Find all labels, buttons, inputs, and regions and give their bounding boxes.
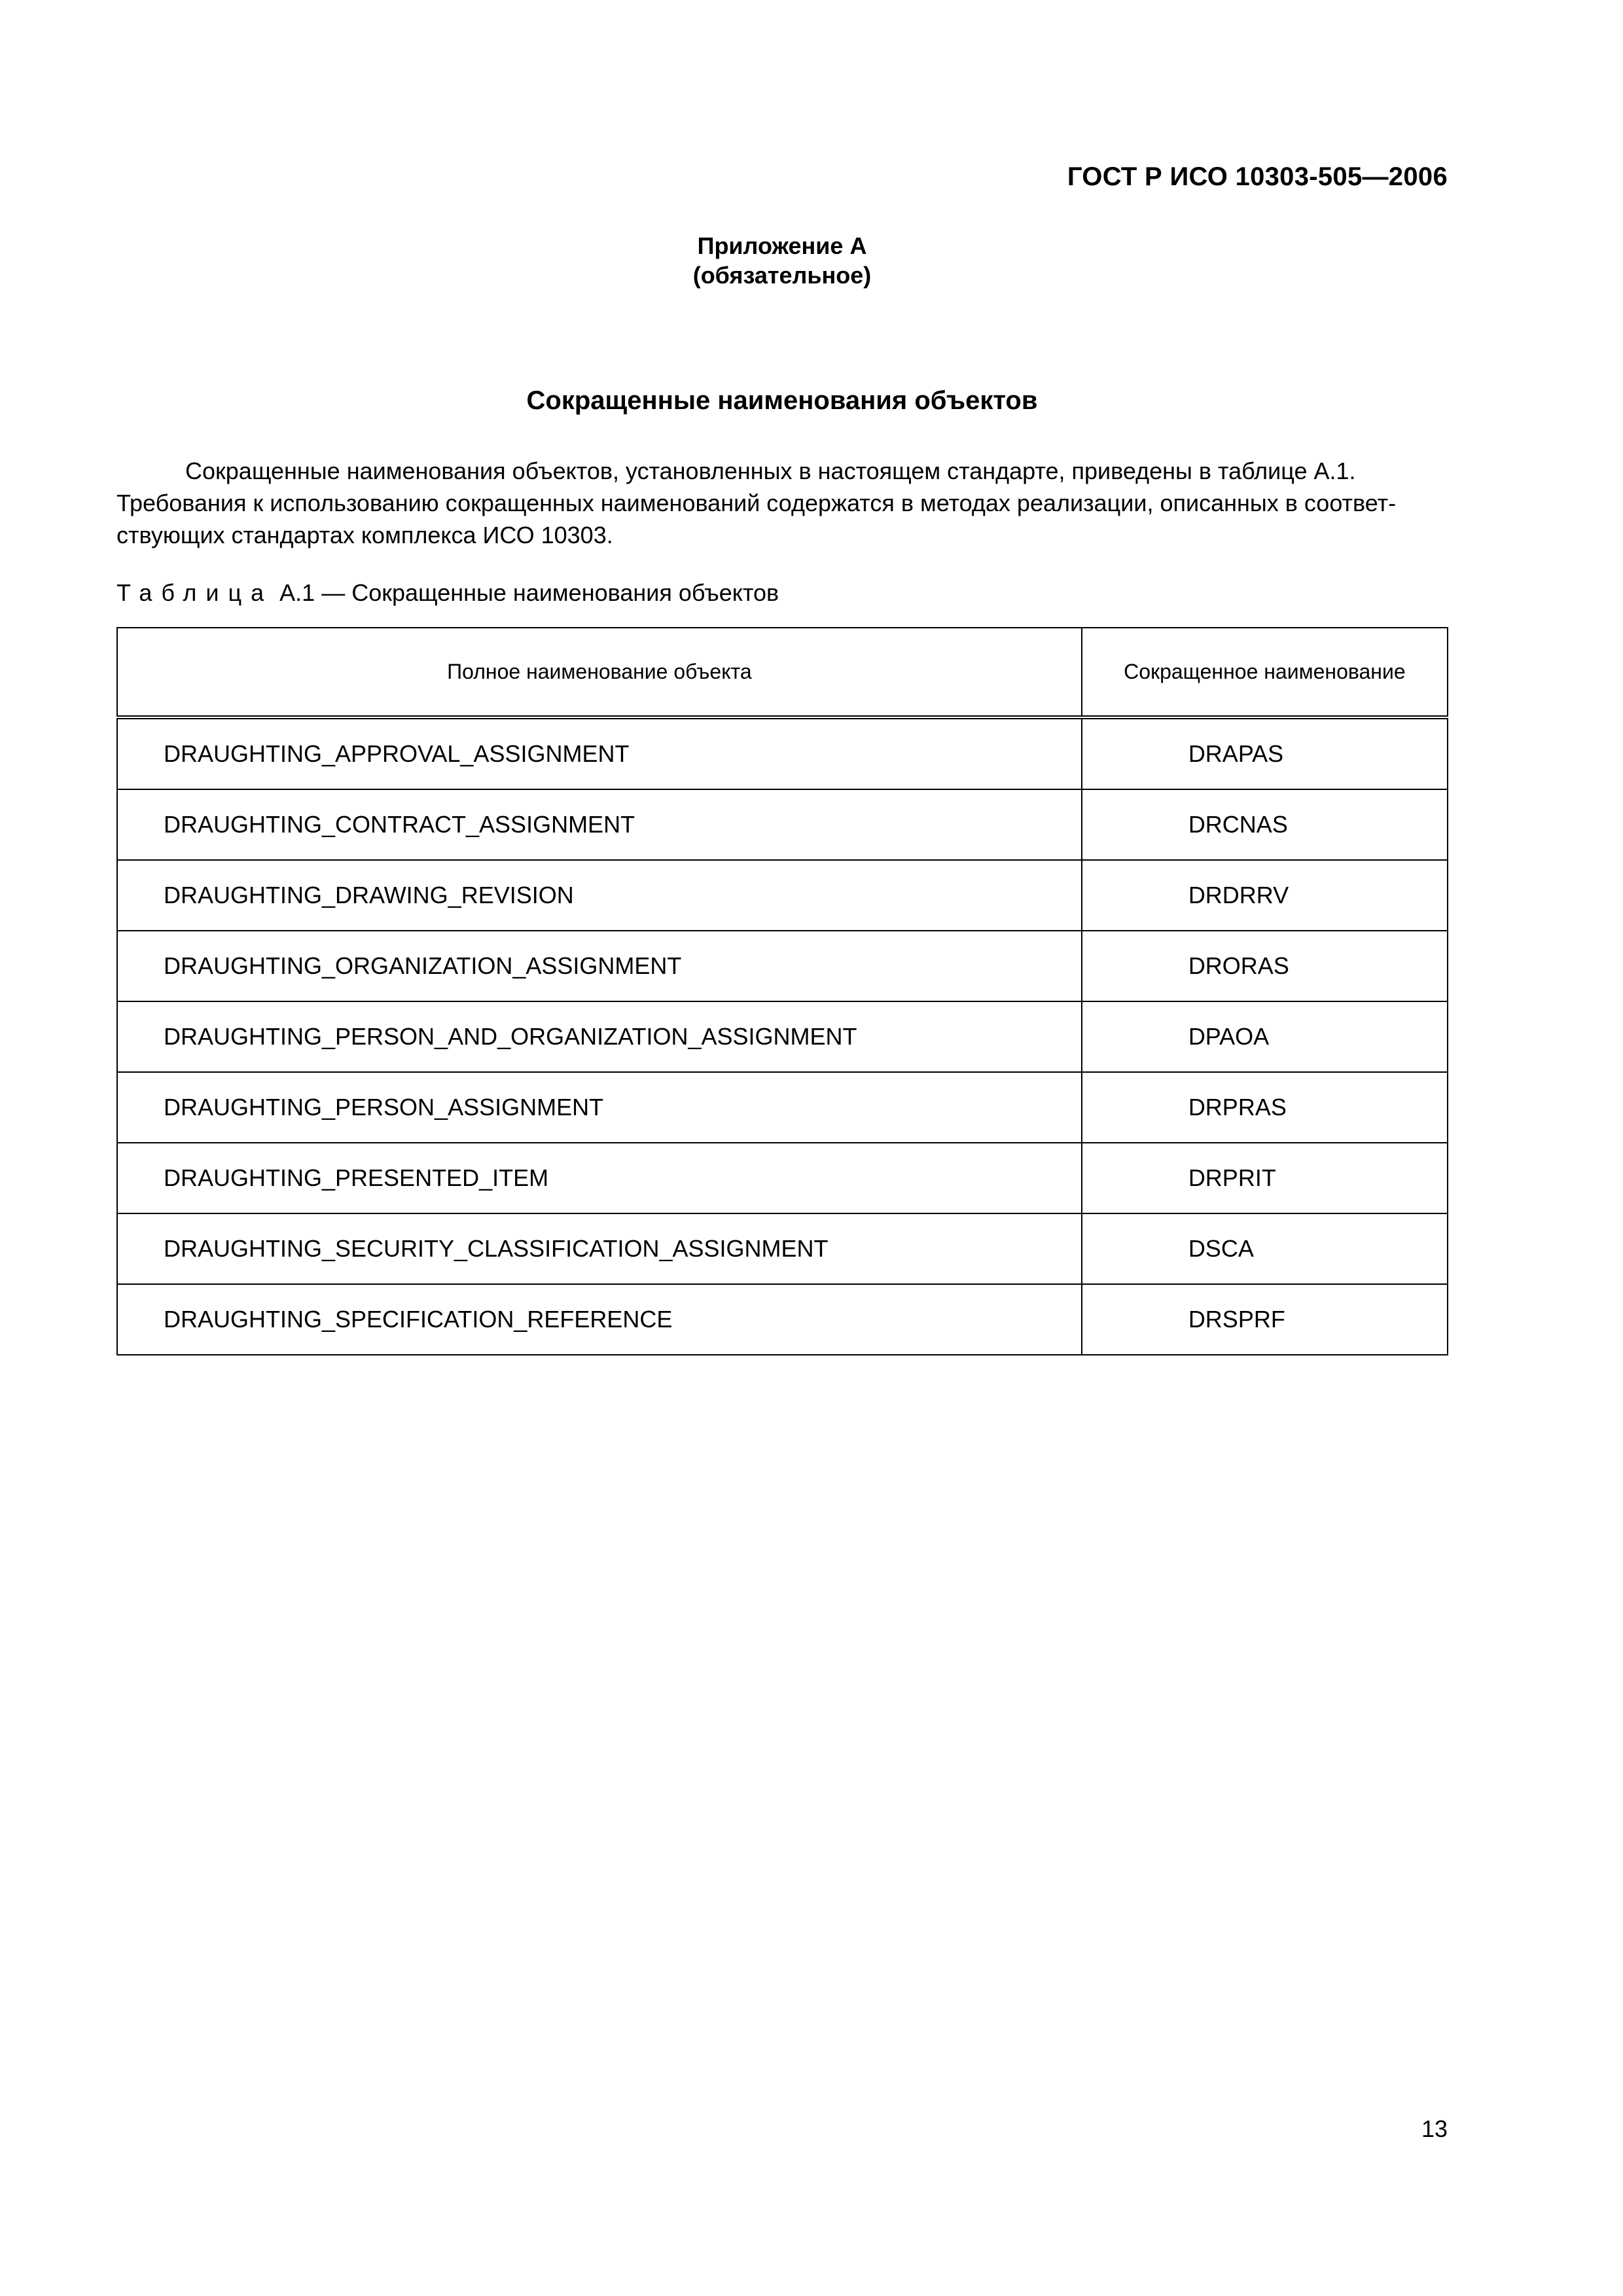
full-name-cell: DRAUGHTING_PERSON_ASSIGNMENT	[117, 1072, 1082, 1143]
table-row	[117, 1284, 1448, 1355]
table-header-row	[117, 628, 1448, 717]
intro-line: Требования к использованию сокращенных наименований содержатся в методах реализации, описанных в соответ-	[116, 490, 1397, 516]
full-name-cell: DRAUGHTING_CONTRACT_ASSIGNMENT	[117, 789, 1082, 860]
column-header-full-name: Полное наименование объекта	[117, 628, 1082, 717]
table-caption	[116, 579, 779, 607]
page-number: 13	[1421, 2115, 1448, 2142]
full-name-cell: DRAUGHTING_SPECIFICATION_REFERENCE	[117, 1284, 1082, 1355]
short-name-cell: DRPRIT	[1082, 1143, 1448, 1213]
table-caption-label: Таблица	[116, 579, 274, 606]
table-row	[117, 717, 1448, 789]
table-row	[117, 1001, 1448, 1072]
short-name-cell: DRCNAS	[1082, 789, 1448, 860]
intro-line: Сокращенные наименования объектов, установленных в настоящем стандарте, приведены в таблице А.1.	[185, 457, 1356, 484]
short-name-cell: DSCA	[1082, 1213, 1448, 1284]
appendix-title: Приложение А	[697, 232, 867, 259]
column-header-short-name: Сокращенное наименование	[1082, 628, 1448, 717]
short-name-cell: DRORAS	[1082, 931, 1448, 1001]
full-name-cell: DRAUGHTING_PRESENTED_ITEM	[117, 1143, 1082, 1213]
full-name-cell: DRAUGHTING_DRAWING_REVISION	[117, 860, 1082, 931]
abbreviations-table	[116, 627, 1448, 1355]
full-name-cell: DRAUGHTING_SECURITY_CLASSIFICATION_ASSIGNMENT	[117, 1213, 1082, 1284]
full-name-cell: DRAUGHTING_ORGANIZATION_ASSIGNMENT	[117, 931, 1082, 1001]
table-row	[117, 789, 1448, 860]
table-row	[117, 1072, 1448, 1143]
table-row	[117, 1213, 1448, 1284]
full-name-cell: DRAUGHTING_PERSON_AND_ORGANIZATION_ASSIGNMENT	[117, 1001, 1082, 1072]
intro-line: ствующих стандартах комплекса ИСО 10303.	[116, 522, 613, 548]
short-name-cell: DRDRRV	[1082, 860, 1448, 931]
table-row	[117, 860, 1448, 931]
short-name-cell: DPAOA	[1082, 1001, 1448, 1072]
short-name-cell: DRAPAS	[1082, 717, 1448, 789]
intro-paragraph	[116, 455, 1448, 551]
short-name-cell: DRPRAS	[1082, 1072, 1448, 1143]
appendix-status: (обязательное)	[692, 262, 872, 289]
section-title: Сокращенные наименования объектов	[526, 386, 1038, 415]
document-code: ГОСТ Р ИСО 10303-505—2006	[1067, 162, 1448, 191]
full-name-cell: DRAUGHTING_APPROVAL_ASSIGNMENT	[117, 717, 1082, 789]
table-caption-text: А.1 — Сокращенные наименования объектов	[279, 579, 779, 606]
table-row	[117, 1143, 1448, 1213]
table-row	[117, 931, 1448, 1001]
short-name-cell: DRSPRF	[1082, 1284, 1448, 1355]
